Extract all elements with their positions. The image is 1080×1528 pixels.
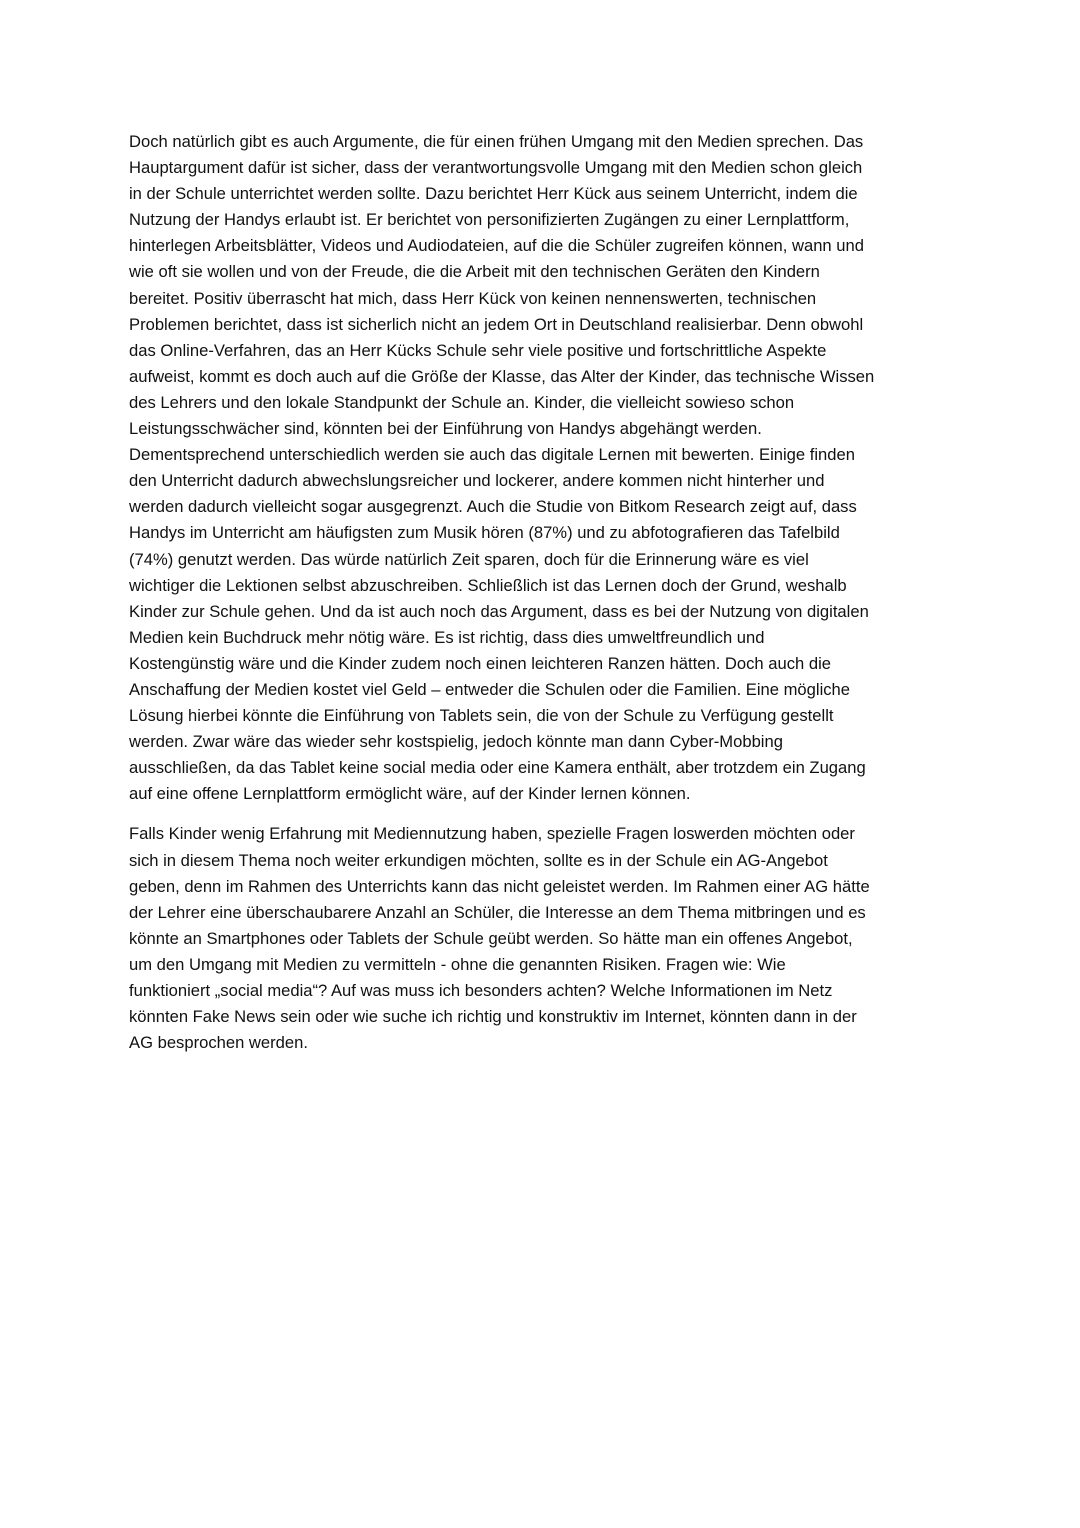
text-line: Kinder zur Schule gehen. Und da ist auch noch das Argument, dass es bei der Nutzung von digitalen [129,601,869,621]
text-line: Hauptargument dafür ist sicher, dass der verantwortungsvolle Umgang mit den Medien schon gleich [129,158,863,178]
text-line: AG besprochen werden. [129,1033,308,1053]
paragraph-ag-proposal [129,821,951,1056]
text-line: Medien kein Buchdruck mehr nötig wäre. Es ist richtig, dass dies umweltfreundlich und [129,627,765,647]
text-line: Leistungsschwächer sind, könnten bei der Einführung von Handys abgehängt werden. [129,419,762,439]
text-line: Falls Kinder wenig Erfahrung mit Mediennutzung haben, spezielle Fragen loswerden möchten oder [129,824,855,844]
text-line: des Lehrers und den lokale Standpunkt der Schule an. Kinder, die vielleicht sowieso schon [129,392,795,412]
text-line: werden. Zwar wäre das wieder sehr kostspielig, jedoch könnte man dann Cyber-Mobbing [129,732,783,752]
text-line: den Unterricht dadurch abwechslungsreicher und lockerer, andere kommen nicht hinterher und [129,471,825,491]
document-body [129,129,951,1056]
text-line: Problemen berichtet, dass ist sicherlich nicht an jedem Ort in Deutschland realisierbar. Denn obwohl [129,314,864,334]
text-line: hinterlegen Arbeitsblätter, Videos und Audiodateien, auf die die Schüler zugreifen können, wann und [129,236,864,256]
text-line: Nutzung der Handys erlaubt ist. Er berichtet von personifizierten Zugängen zu einer Lernplattform, [129,210,850,230]
text-line: Dementsprechend unterschiedlich werden sie auch das digitale Lernen mit bewerten. Einige finden [129,445,855,465]
text-line: um den Umgang mit Medien zu vermitteln - ohne die genannten Risiken. Fragen wie: Wie [129,954,786,974]
text-line: in der Schule unterrichtet werden sollte. Dazu berichtet Herr Kück aus seinem Unterricht, indem die [129,184,858,204]
text-line: Kostengünstig wäre und die Kinder zudem noch einen leichteren Ranzen hätten. Doch auch die [129,653,832,673]
text-line: könnte an Smartphones oder Tablets der Schule geübt werden. So hätte man ein offenes Angebot, [129,928,853,948]
text-line: wie oft sie wollen und von der Freude, die die Arbeit mit den technischen Geräten den Kindern [129,262,820,282]
text-line: Anschaffung der Medien kostet viel Geld – entweder die Schulen oder die Familien. Eine mögliche [129,679,851,699]
text-line: könnten Fake News sein oder wie suche ich richtig und konstruktiv im Internet, könnten dann in der [129,1007,857,1027]
text-line: aufweist, kommt es doch auch auf die Größe der Klasse, das Alter der Kinder, das technische Wissen [129,366,875,386]
text-line: werden dadurch vielleicht sogar ausgegrenzt. Auch die Studie von Bitkom Research zeigt auf, dass [129,497,857,517]
text-line: geben, denn im Rahmen des Unterrichts kann das nicht geleistet werden. Im Rahmen einer AG hätte [129,876,870,896]
text-line: (74%) genutzt werden. Das würde natürlich Zeit sparen, doch für die Erinnerung wäre es viel [129,549,809,569]
text-line: funktioniert „social media“? Auf was muss ich besonders achten? Welche Informationen im Netz [129,981,833,1000]
text-line: Lösung hierbei könnte die Einführung von Tablets sein, die von der Schule zu Verfügung gestellt [129,706,834,726]
text-line: sich in diesem Thema noch weiter erkundigen möchten, sollte es in der Schule ein AG-Angebot [129,850,828,870]
text-line: ausschließen, da das Tablet keine social media oder eine Kamera enthält, aber trotzdem ein Zugang [129,758,866,778]
text-line: Handys im Unterricht am häufigsten zum Musik hören (87%) und zu abfotografieren das Tafelbild [129,523,840,543]
text-line: wichtiger die Lektionen selbst abzuschreiben. Schließlich ist das Lernen doch der Grund, weshalb [129,575,847,595]
text-line: der Lehrer eine überschaubarere Anzahl an Schüler, die Interesse an dem Thema mitbringen und es [129,902,866,922]
paragraph-media-arguments [129,129,951,807]
text-line: bereitet. Positiv überrascht hat mich, dass Herr Kück von keinen nennenswerten, technischen [129,288,817,308]
text-line: auf eine offene Lernplattform ermöglicht wäre, auf der Kinder lernen können. [129,784,691,804]
text-line: das Online-Verfahren, das an Herr Kücks Schule sehr viele positive und fortschrittliche Aspekte [129,340,827,360]
text-line: Doch natürlich gibt es auch Argumente, die für einen frühen Umgang mit den Medien sprechen. Das [129,132,864,151]
